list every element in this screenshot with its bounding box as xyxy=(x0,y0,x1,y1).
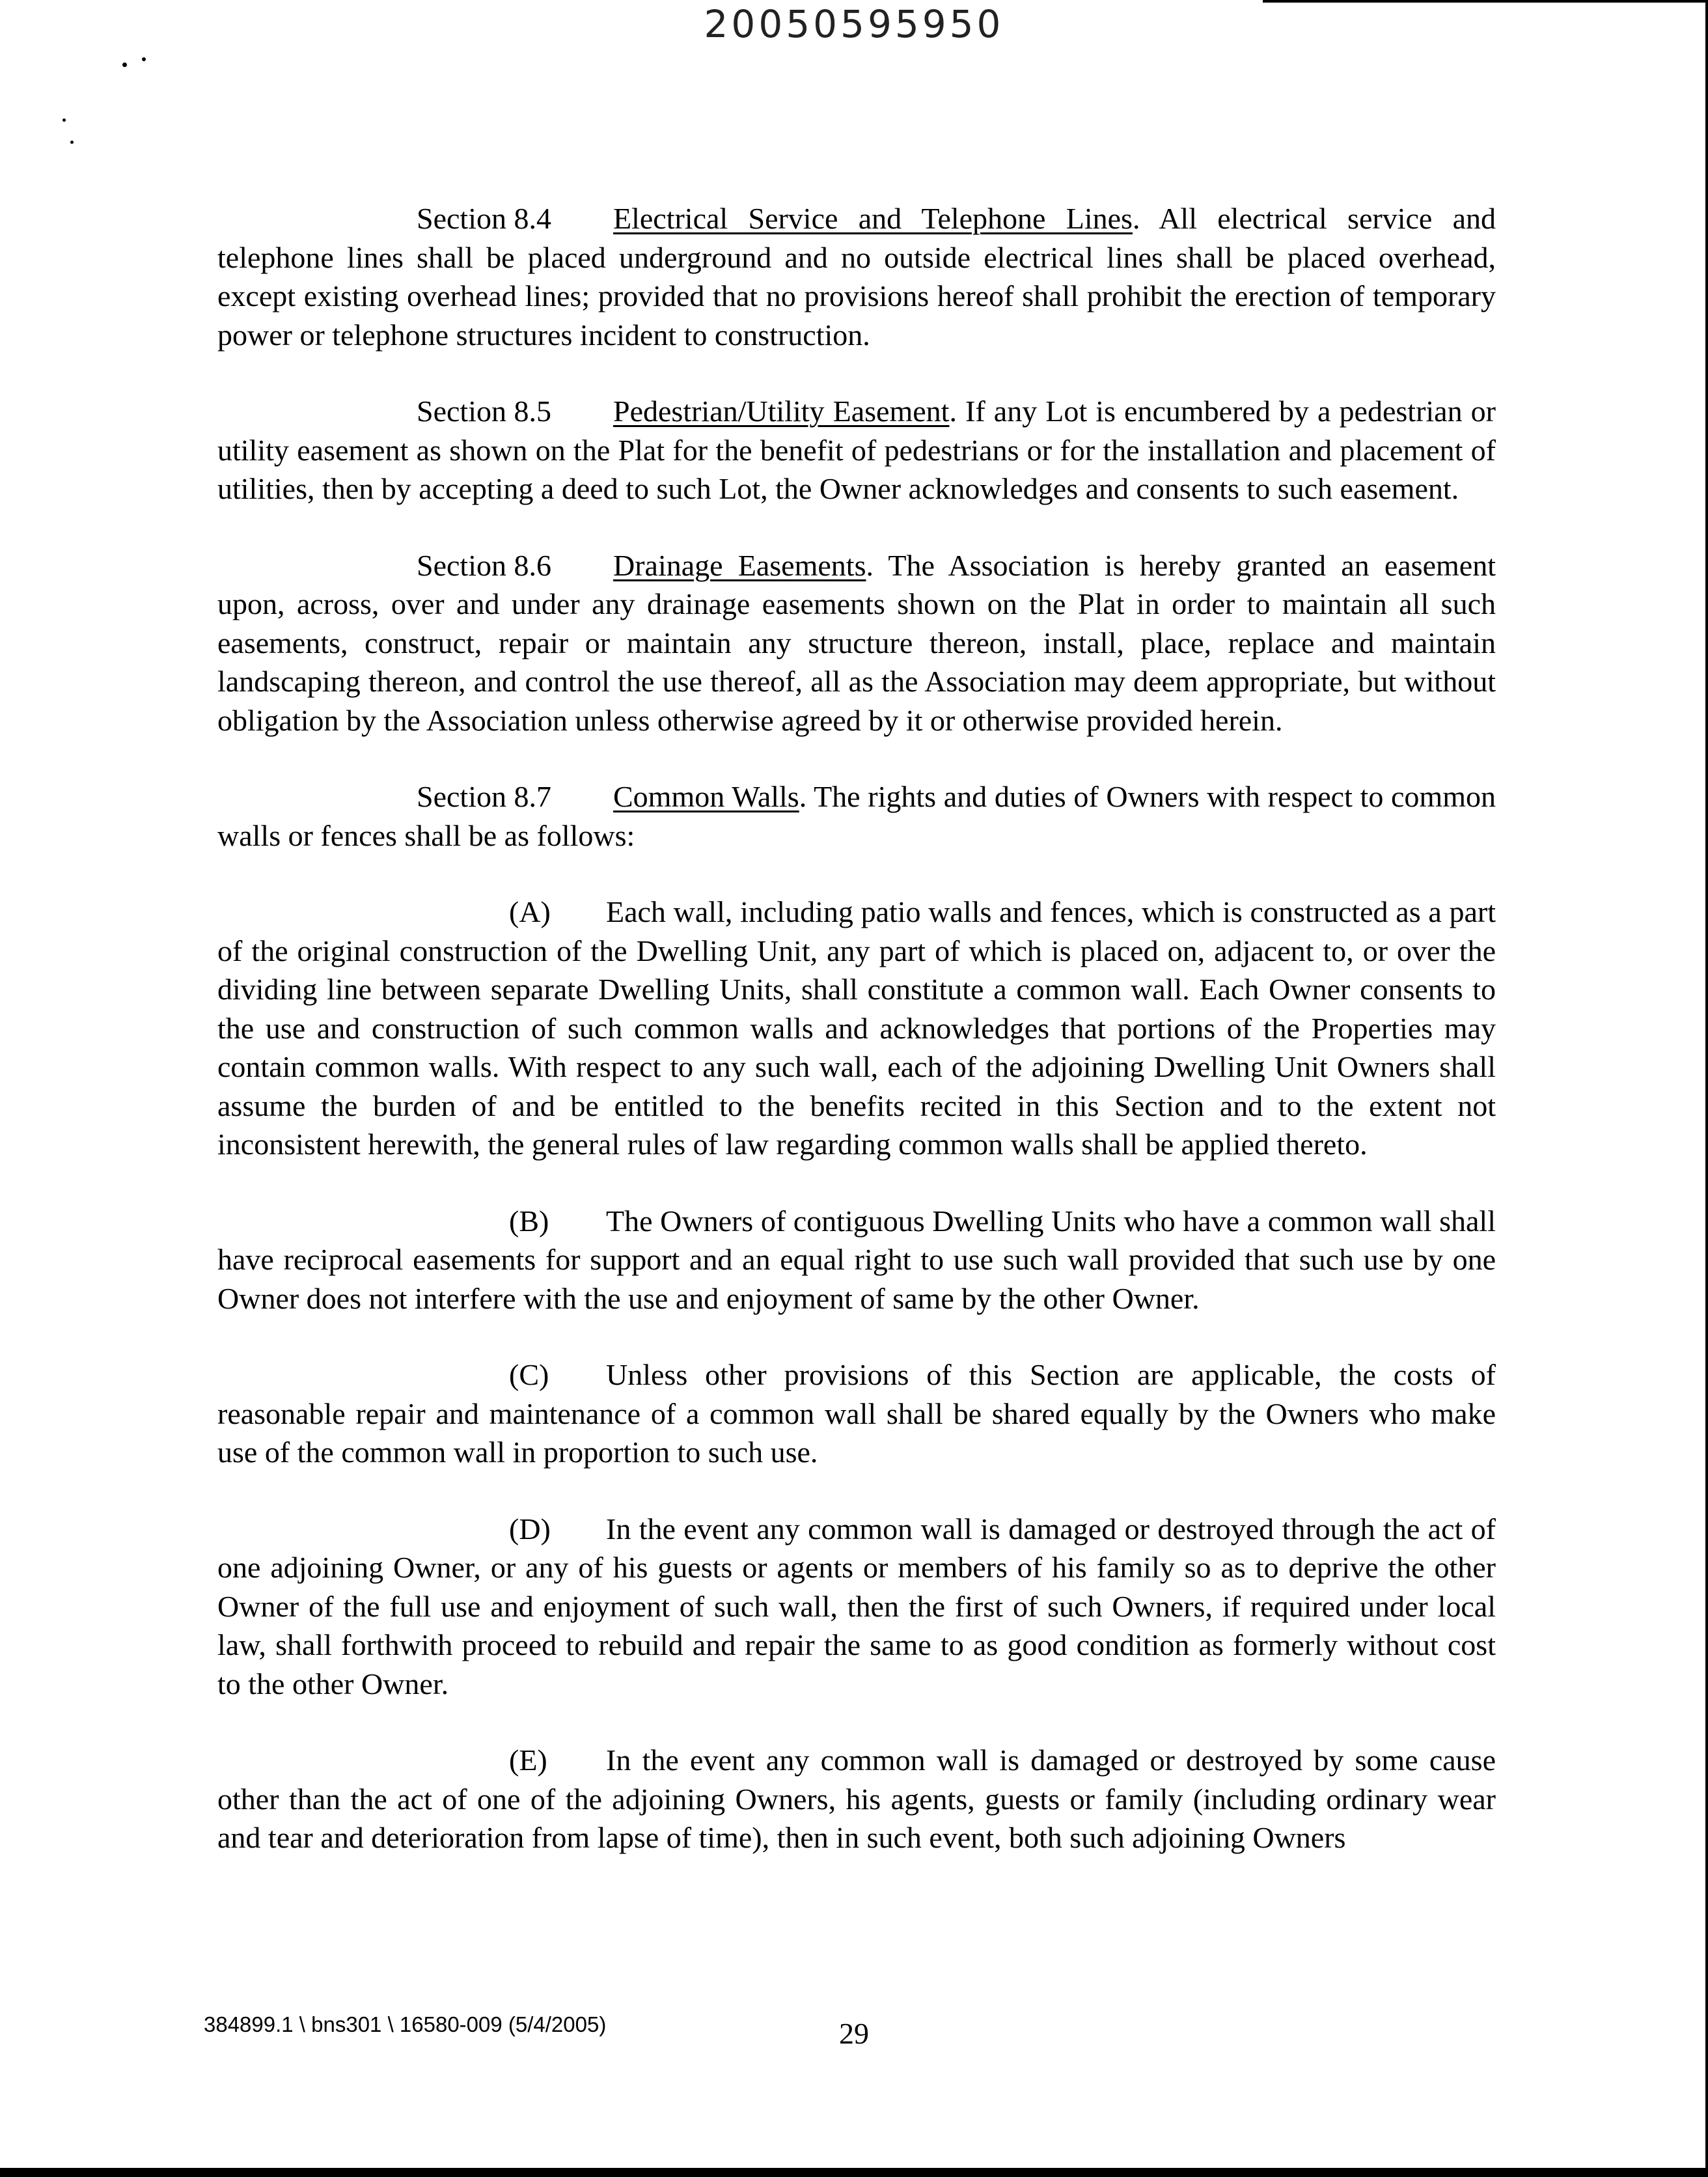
section-number: Section 8.4 xyxy=(417,202,551,235)
section-number: Section 8.5 xyxy=(417,395,551,428)
section-heading: Common Walls xyxy=(613,780,799,813)
section-heading: Electrical Service and Telephone Lines xyxy=(613,202,1133,235)
section-8-4-paragraph xyxy=(217,199,1496,354)
subsection-label: (B) xyxy=(509,1204,549,1238)
subsection-label: (D) xyxy=(509,1512,551,1546)
section-heading: Drainage Easements xyxy=(613,548,866,582)
subsection-text: In the event any common wall is damaged or destroyed through the act of one adjoining Owner, or any of his guests or agents or members of his family so as to deprive the other Owner of the full use and enjoyment of such wall, then the first of such Owners, if required under local law, shall forthwith proceed to rebuild and repair the same to as good condition as formerly without cost to the other Owner. xyxy=(217,1512,1496,1700)
section-body: . If any Lot is encumbered by a pedestrian or utility easement as shown on the Plat for the benefit of pedestrians or for the installation and placement of utilities, then by accepting a deed to such Lot, the Owner acknowledges and consents to such easement. xyxy=(217,395,1496,505)
subsection-text: The Owners of contiguous Dwelling Units who have a common wall shall have reciprocal easements for support and an equal right to use such wall provided that such use by one Owner does not interfere with the use and enjoyment of same by the other Owner. xyxy=(217,1204,1496,1315)
section-number: Section 8.7 xyxy=(417,780,551,813)
scan-bottom-edge xyxy=(0,2168,1708,2177)
subsection-label: (A) xyxy=(509,895,551,928)
subsection-b-paragraph xyxy=(217,1202,1496,1318)
subsection-d-paragraph xyxy=(217,1510,1496,1704)
section-8-5-paragraph xyxy=(217,392,1496,508)
section-body: . The rights and duties of Owners with respect to common walls or fences shall be as follows: xyxy=(217,780,1496,852)
scan-right-edge xyxy=(1705,0,1708,2177)
section-8-6-paragraph xyxy=(217,546,1496,740)
section-body: . The Association is hereby granted an easement upon, across, over and under any drainage easements shown on the Plat in order to maintain all such easements, construct, repair or maintain any structure thereon, install, place, replace and maintain landscaping thereon, and control the use thereof, all as the Association may deem appropriate, but without obligation by the Association unless otherwise agreed by it or otherwise provided herein. xyxy=(217,548,1496,737)
subsection-c-paragraph xyxy=(217,1355,1496,1472)
page-number: 29 xyxy=(839,2017,869,2050)
subsection-a-paragraph xyxy=(217,893,1496,1164)
subsection-text: Unless other provisions of this Section are applicable, the costs of reasonable repair and maintenance of a common wall shall be shared equally by the Owners who make use of the common wall in proportion to such use. xyxy=(217,1358,1496,1469)
scan-speck xyxy=(70,141,74,144)
footer-document-reference: 384899.1 \ bns301 \ 16580-009 (5/4/2005) xyxy=(204,2012,607,2036)
scan-speck xyxy=(122,62,127,67)
section-8-7-paragraph xyxy=(217,777,1496,855)
subsection-label: (E) xyxy=(509,1743,547,1777)
subsection-text: Each wall, including patio walls and fences, which is constructed as a part of the original construction of the Dwelling Unit, any part of which is placed on, adjacent to, or over the dividing line between separate Dwelling Units, shall constitute a common wall. Each Owner consents to the use and construction of such common walls and acknowledges that portions of the Properties may contain common walls. With respect to any such wall, each of the adjoining Dwelling Unit Owners shall assume the burden of and be entitled to the benefits recited in this Section and to the extent not inconsistent herewith, the general rules of law regarding common walls shall be applied thereto. xyxy=(217,895,1496,1161)
section-heading: Pedestrian/Utility Easement xyxy=(613,395,950,428)
subsection-label: (C) xyxy=(509,1358,549,1391)
subsection-text: In the event any common wall is damaged or destroyed by some cause other than the act of one of the adjoining Owners, his agents, guests or family (including ordinary wear and tear and deterioration from lapse of time), then in such event, both such adjoining Owners xyxy=(217,1743,1496,1854)
subsection-e-paragraph xyxy=(217,1741,1496,1857)
document-body xyxy=(217,199,1496,1895)
document-number: 20050595950 xyxy=(704,2,1004,46)
section-number: Section 8.6 xyxy=(417,548,551,582)
section-body: . All electrical service and telephone lines shall be placed underground and no outside electrical lines shall be placed overhead, except existing overhead lines; provided that no provisions hereof shall prohibit the erection of temporary power or telephone structures incident to construction. xyxy=(217,202,1496,352)
scan-speck xyxy=(142,57,146,61)
scan-speck xyxy=(62,118,66,122)
